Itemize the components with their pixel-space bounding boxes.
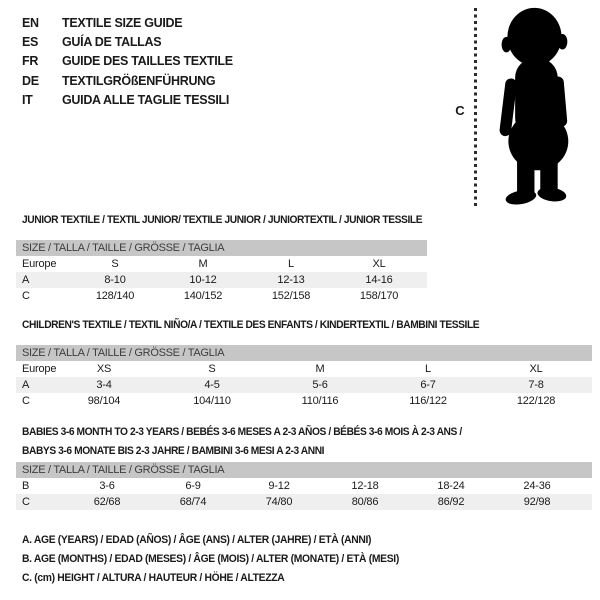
language-code: DE <box>22 73 39 88</box>
size-value-cell: 92/98 <box>523 496 551 508</box>
table-row-height <box>16 494 592 510</box>
table-row-age-years <box>16 377 592 393</box>
size-value-cell: 110/116 <box>301 395 339 407</box>
children-size-table <box>16 345 592 409</box>
row-label-cell: Europe <box>22 258 57 270</box>
size-value-cell: 4-5 <box>204 379 220 391</box>
row-label-cell: A <box>22 274 30 286</box>
size-value-cell: M <box>198 258 208 270</box>
size-value-cell: 3-6 <box>99 480 115 492</box>
junior-size-table <box>16 240 427 304</box>
language-code: EN <box>22 16 39 30</box>
table-row-age-months <box>16 478 592 494</box>
guide-title: TEXTILGRÖßENFÜHRUNG <box>62 73 216 88</box>
size-value-cell: 152/158 <box>271 290 311 302</box>
language-row <box>22 14 233 33</box>
language-row <box>22 91 233 110</box>
size-value-cell: 104/110 <box>193 395 231 407</box>
size-value-cell: 6-7 <box>420 379 436 391</box>
size-value-cell: 8-10 <box>104 274 126 286</box>
size-value-cell: 80/86 <box>351 496 379 508</box>
measurement-footnotes <box>22 531 423 587</box>
baby-silhouette-icon <box>482 5 585 208</box>
size-value-cell: XL <box>372 258 386 270</box>
size-value-cell: 14-16 <box>365 274 393 286</box>
row-label-cell: A <box>22 379 30 391</box>
size-value-cell: 24-36 <box>523 480 551 492</box>
footnote-height: C. (cm) HEIGHT / ALTURA / HAUTEUR / HÖHE / ALTEZZA <box>22 571 285 584</box>
size-value-cell: M <box>315 363 325 375</box>
size-value-cell: 74/80 <box>265 496 293 508</box>
section-title-children: CHILDREN'S TEXTILE / TEXTIL NIÑO/A / TEXTILE DES ENFANTS / KINDERTEXTIL / BAMBINI TESSILE <box>22 319 480 331</box>
row-label-cell: C <box>22 290 30 302</box>
size-value-cell: 12-13 <box>277 274 305 286</box>
guide-title: TEXTILE SIZE GUIDE <box>62 16 183 30</box>
table-row-region <box>16 361 592 377</box>
size-value-cell: 9-12 <box>268 480 290 492</box>
size-value-cell: XS <box>96 363 112 375</box>
height-measure-figure <box>440 0 600 215</box>
size-value-cell: 68/74 <box>179 496 207 508</box>
table-row-age-years <box>16 272 427 288</box>
babies-size-table <box>16 462 592 510</box>
size-value-cell: 12-18 <box>351 480 379 492</box>
language-code: ES <box>22 35 39 50</box>
size-value-cell: 18-24 <box>437 480 465 492</box>
section-title-line: BABIES 3-6 MONTH TO 2-3 YEARS / BEBÉS 3-6 MESES A 2-3 AÑOS / BÉBÉS 3-6 MOIS À 2-3 ANS / <box>22 426 462 438</box>
table-row-region <box>16 256 427 272</box>
table-size-header-bar: SIZE / TALLA / TAILLE / GRÖSSE / TAGLIA <box>16 240 427 256</box>
table-row-height <box>16 393 592 409</box>
section-title-babies <box>22 423 462 460</box>
language-title-list <box>22 14 233 110</box>
size-value-cell: 116/122 <box>409 395 447 407</box>
language-code: IT <box>22 92 33 107</box>
height-measure-label: C <box>455 103 465 118</box>
row-label-cell: C <box>22 496 30 508</box>
size-value-cell: 62/68 <box>93 496 121 508</box>
size-value-cell: S <box>208 363 216 375</box>
size-value-cell: 10-12 <box>189 274 217 286</box>
table-row-height <box>16 288 427 304</box>
size-value-cell: 128/140 <box>95 290 135 302</box>
footnote-age-months: B. AGE (MONTHS) / EDAD (MESES) / ÂGE (MOIS) / ALTER (MONATE) / ETÀ (MESI) <box>22 552 399 565</box>
section-title-line: BABYS 3-6 MONATE BIS 2-3 JAHRE / BAMBINI 3-6 MESI A 2-3 ANNI <box>22 444 325 457</box>
size-value-cell: L <box>425 363 431 375</box>
table-size-header-bar: SIZE / TALLA / TAILLE / GRÖSSE / TAGLIA <box>16 462 592 478</box>
language-code: FR <box>22 54 39 69</box>
row-label-cell: C <box>22 395 30 407</box>
size-value-cell: 122/128 <box>516 395 556 407</box>
language-row <box>22 52 233 71</box>
guide-title: GUÍA DE TALLAS <box>62 35 162 50</box>
row-label-cell: Europe <box>22 363 57 375</box>
size-value-cell: 86/92 <box>437 496 465 508</box>
size-value-cell: XL <box>529 363 543 375</box>
language-row <box>22 33 233 52</box>
guide-title: GUIDA ALLE TAGLIE TESSILI <box>62 92 230 107</box>
size-value-cell: S <box>111 258 119 270</box>
language-row <box>22 72 233 91</box>
size-value-cell: L <box>288 258 294 270</box>
size-value-cell: 3-4 <box>96 379 112 391</box>
size-value-cell: 140/152 <box>183 290 223 302</box>
guide-title: GUIDE DES TAILLES TEXTILE <box>62 54 233 69</box>
footnote-age-years: A. AGE (YEARS) / EDAD (AÑOS) / ÂGE (ANS) / ALTER (JAHRE) / ETÀ (ANNI) <box>22 534 372 546</box>
row-label-cell: B <box>22 480 30 492</box>
size-value-cell: 5-6 <box>312 379 328 391</box>
size-value-cell: 98/104 <box>87 395 121 407</box>
size-value-cell: 158/170 <box>359 290 399 302</box>
size-value-cell: 6-9 <box>185 480 201 492</box>
table-size-header-bar: SIZE / TALLA / TAILLE / GRÖSSE / TAGLIA <box>16 345 592 361</box>
size-value-cell: 7-8 <box>528 379 544 391</box>
height-dashed-line <box>474 8 477 207</box>
section-title-junior: JUNIOR TEXTILE / TEXTIL JUNIOR/ TEXTILE JUNIOR / JUNIORTEXTIL / JUNIOR TESSILE <box>22 214 423 226</box>
